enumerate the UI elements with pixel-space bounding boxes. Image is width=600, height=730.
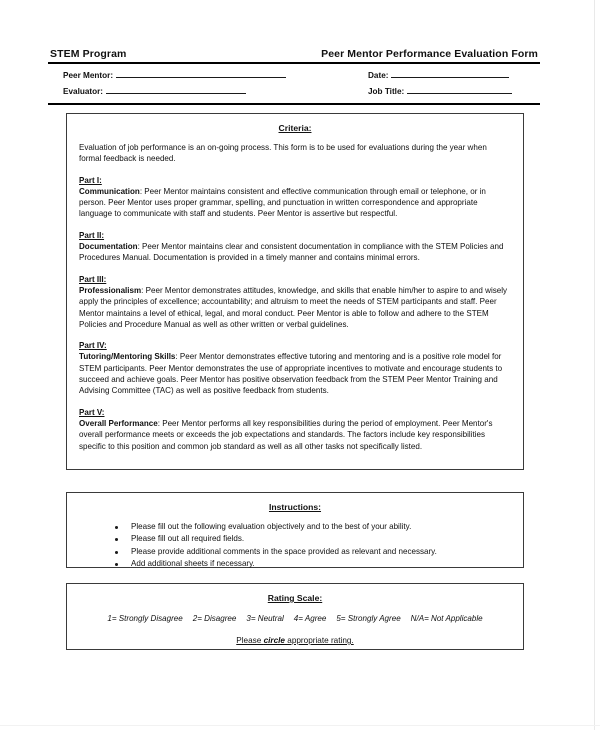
header-title-row xyxy=(48,48,540,62)
job-title-input[interactable] xyxy=(407,84,512,94)
part-label: Part II: xyxy=(79,230,105,240)
field-row-two xyxy=(48,84,540,100)
part-text: : Peer Mentor performs all key responsibilities during the period of employment. Peer Mentor's overall performance meets or exceeds the job expectations and standards. The factors include key responsibilities specific to this position and common job standard as well as all other tasks not specifically listed. xyxy=(79,418,493,451)
part-term: Tutoring/Mentoring Skills xyxy=(79,352,176,362)
part-label: Part I: xyxy=(79,175,102,185)
footer-prefix: Please xyxy=(236,636,264,645)
criteria-section xyxy=(66,113,524,470)
instructions-list xyxy=(79,521,511,571)
job-title-field[interactable] xyxy=(348,84,540,96)
part-body xyxy=(79,186,511,220)
evaluator-input[interactable] xyxy=(106,84,246,94)
part-term: Professionalism xyxy=(79,285,142,295)
instructions-heading: Instructions: xyxy=(268,502,322,512)
date-label: Date: xyxy=(368,71,389,80)
evaluator-label: Evaluator: xyxy=(63,87,104,96)
program-title: STEM Program xyxy=(50,48,127,60)
list-item xyxy=(79,521,511,533)
peer-mentor-label: Peer Mentor: xyxy=(63,71,114,80)
part-label: Part V: xyxy=(79,407,105,417)
header-bottom-rule xyxy=(48,103,540,105)
page-edge-bottom xyxy=(0,725,600,726)
rating-scale-values xyxy=(77,614,513,623)
criteria-heading: Criteria: xyxy=(278,123,312,133)
peer-mentor-field[interactable] xyxy=(48,68,348,80)
date-field[interactable] xyxy=(348,68,540,80)
bullet-icon xyxy=(115,526,118,529)
part-body xyxy=(79,351,511,396)
bullet-icon xyxy=(115,551,118,554)
field-row-one xyxy=(48,68,540,84)
part-body xyxy=(79,241,511,264)
footer-suffix: appropriate rating. xyxy=(284,636,354,645)
bullet-icon xyxy=(115,538,118,541)
bullet-icon xyxy=(115,563,118,566)
rating-option: 2= Disagree xyxy=(192,614,237,623)
part-label: Part III: xyxy=(79,274,107,284)
rating-option: 3= Neutral xyxy=(246,614,284,623)
header-fields xyxy=(48,64,540,103)
part-body xyxy=(79,418,511,452)
rating-scale-heading: Rating Scale: xyxy=(267,593,323,603)
rating-option: 1= Strongly Disagree xyxy=(107,614,183,623)
peer-mentor-input[interactable] xyxy=(116,68,286,78)
rating-scale-footer xyxy=(77,636,513,645)
criteria-part xyxy=(79,230,511,264)
rating-option: 5= Strongly Agree xyxy=(336,614,401,623)
criteria-part xyxy=(79,274,511,330)
criteria-intro: Evaluation of job performance is an on-going process. This form is to be used for evaluations during the year when formal feedback is needed. xyxy=(79,143,487,164)
criteria-part xyxy=(79,340,511,396)
part-term: Documentation xyxy=(79,242,138,252)
part-term: Overall Performance xyxy=(79,418,158,428)
instructions-section xyxy=(66,492,524,568)
list-item xyxy=(79,558,511,570)
part-label: Part IV: xyxy=(79,341,107,351)
list-item-label: Please fill out the following evaluation objectively and to the best of your ability. xyxy=(131,522,412,531)
list-item-label: Please provide additional comments in the space provided as relevant and necessary. xyxy=(131,546,437,556)
list-item xyxy=(79,533,511,545)
part-text: : Peer Mentor demonstrates attitudes, knowledge, and skills that enable him/her to aspire to and wisely apply the principles of excellence; accountability; and altruism to meet the needs of STEM participants and staff. Peer Mentor maintains a level of ethical, legal, and moral conduct. Peer Mentor is able to follow and adhere to the STEM Policies and Procedure Manual as well as other written or verbal guidelines. xyxy=(79,285,508,329)
page-edge-right xyxy=(594,0,595,730)
list-item-label: Add additional sheets if necessary. xyxy=(131,559,255,569)
part-text: : Peer Mentor maintains consistent and effective communication through email or telephone, or in person. Peer Mentor uses proper grammar, spelling, and punctuation in written correspondence and appropriate language to communicate with staff and students. Peer Mentor is assertive but respectful. xyxy=(79,186,486,219)
rating-scale-section xyxy=(66,583,524,650)
footer-emphasis: circle xyxy=(263,636,285,645)
list-item xyxy=(79,546,511,558)
part-term: Communication xyxy=(79,186,140,196)
criteria-part xyxy=(79,175,511,220)
form-header xyxy=(48,48,540,105)
list-item-label: Please fill out all required fields. xyxy=(131,534,245,544)
criteria-part xyxy=(79,407,511,452)
part-body xyxy=(79,285,511,330)
form-title: Peer Mentor Performance Evaluation Form xyxy=(321,48,538,60)
rating-option: 4= Agree xyxy=(293,614,327,623)
job-title-label: Job Title: xyxy=(368,87,405,96)
rating-option: N/A= Not Applicable xyxy=(410,614,483,623)
date-input[interactable] xyxy=(391,68,509,78)
part-text: : Peer Mentor maintains clear and consistent documentation in compliance with the STEM Policies and Procedures Manual. Documentation is provided in a timely manner and contains minimal errors. xyxy=(79,242,504,263)
evaluator-field[interactable] xyxy=(48,84,348,96)
part-text: : Peer Mentor demonstrates effective tutoring and mentoring and is a positive role model for STEM participants. Peer Mentor demonstrates the use of appropriate incentives to motivate and encourage students to succeed and achieve goals. Peer Mentor has positive observation feedback from the STEM Peer Mentor Training and Advising Committee (TAC) as well as positive feedback from students. xyxy=(79,352,503,396)
